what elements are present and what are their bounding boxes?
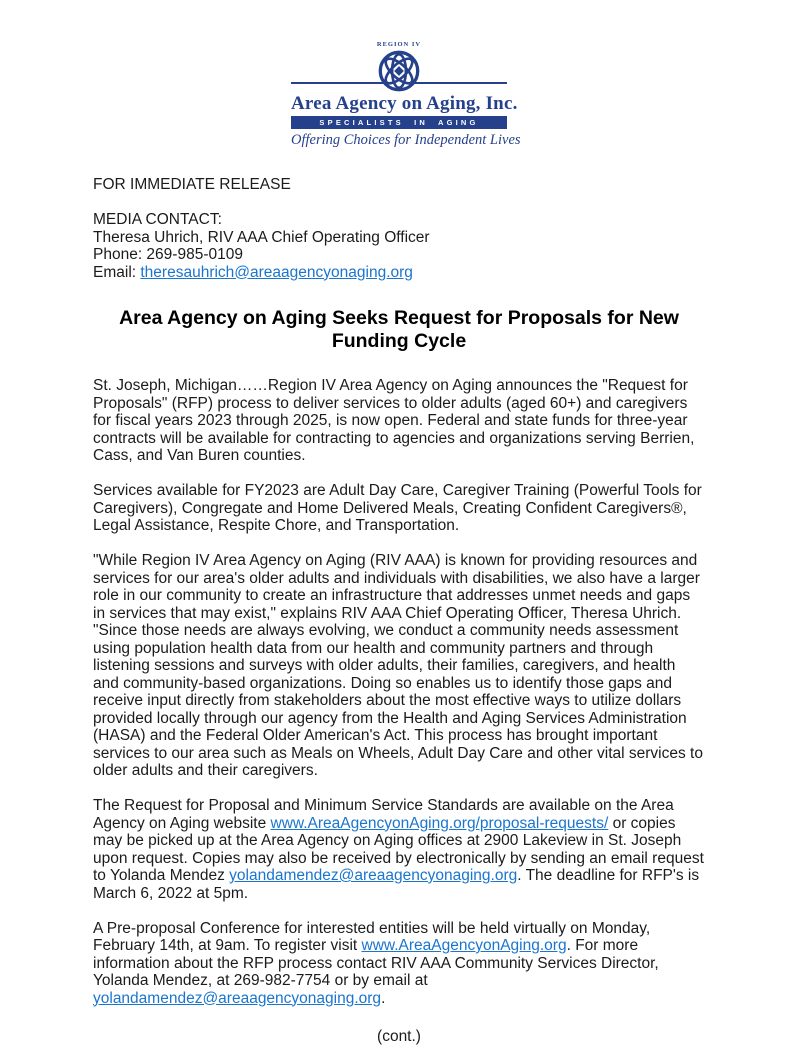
conference-text-1: A Pre-proposal Conference for interested entities will be held virtually on Monday, February 14th, at 9am. To register visit <box>93 919 651 954</box>
logo-region-label: REGION IV <box>376 41 422 48</box>
media-contact-phone: Phone: 269-985-0109 <box>93 246 243 263</box>
logo-slogan: Offering Choices for Independent Lives <box>291 132 521 148</box>
logo <box>291 41 521 148</box>
conference-text-3: . <box>381 989 386 1007</box>
paragraph-rfp-availability <box>93 797 705 902</box>
media-contact-name: Theresa Uhrich, RIV AAA Chief Operating Officer <box>93 228 430 246</box>
email-label: Email: <box>93 263 141 281</box>
org-name: Area Agency on Aging, Inc. <box>291 93 518 114</box>
media-contact-block <box>93 211 705 281</box>
logo-banner: SPECIALISTS IN AGING <box>291 116 507 129</box>
paragraph-announcement: St. Joseph, Michigan……Region IV Area Agency on Aging announces the "Request for Proposals" (RFP) process to deliver services to older adults (aged 60+) and caregivers for fiscal years 2023 through 2025, is now open. Federal and state funds for three-year contracts will be available for contracting to agencies and organizations serving Berrien, Cass, and Van Buren counties. <box>93 377 695 464</box>
continuation-note: (cont.) <box>377 1028 421 1045</box>
media-contact-email-line <box>93 264 705 282</box>
paragraph-quote: "While Region IV Area Agency on Aging (RIV AAA) is known for providing resources and services for our area's older adults and individuals with disabilities, we also have a larger role in our community to create an infrastructure that addresses unmet needs and gaps in services that may exist," explains RIV AAA Chief Operating Officer, Theresa Uhrich. "Since those needs are always evolving, we conduct a community needs assessment using population health data from our health and community partners and through listening sessions and surveys with older adults, their families, caregivers, and health and community-based organizations. Doing so enables us to identify those gaps and receive input directly from stakeholders about the most effective ways to utilize dollars provided locally through our agency from the Health and Aging Services Administration (HASA) and the Federal Older American's Act. This process has brought important services to our area such as Meals on Wheels, Adult Day Care and other vital services to older adults and their caregivers. <box>93 552 703 779</box>
yolanda-email-link-2[interactable]: yolandamendez@areaagencyonaging.org <box>93 989 382 1007</box>
proposal-requests-link[interactable]: www.AreaAgencyonAging.org/proposal-requests/ <box>270 814 609 832</box>
agency-website-link[interactable]: www.AreaAgencyonAging.org <box>361 937 567 954</box>
rfp-availability-text-3: . The deadline for RFP's is March 6, 2022 at 5pm. <box>93 867 700 902</box>
release-line: FOR IMMEDIATE RELEASE <box>93 176 291 193</box>
contact-email-link[interactable]: theresauhrich@areaagencyonaging.org <box>140 263 413 281</box>
conference-text-2: . For more information about the RFP process contact RIV AAA Community Services Director, Yolanda Mendez, at 269-982-7754 or by email at <box>93 937 659 989</box>
paragraph-preproposal-conference <box>93 920 705 1008</box>
yolanda-email-link[interactable]: yolandamendez@areaagencyonaging.org <box>229 867 518 884</box>
paragraph-services: Services available for FY2023 are Adult Day Care, Caregiver Training (Powerful Tools for Caregivers), Congregate and Home Delivered Meals, Creating Confident Caregivers®, Legal Assistance, Respite Chore, and Transportation. <box>93 482 702 534</box>
logo-globe-row <box>291 42 507 92</box>
rfp-availability-text-1: The Request for Proposal and Minimum Service Standards are available on the Area Agency on Aging website <box>93 797 674 832</box>
rfp-availability-text-2: or copies may be picked up at the Area Agency on Aging offices at 2900 Lakeview in St. Joseph upon request. Copies may also be received by electronically by sending an email request to Yolanda Mendez <box>93 814 704 884</box>
globe-icon <box>378 50 420 92</box>
media-contact-heading: MEDIA CONTACT: <box>93 211 222 228</box>
headline: Area Agency on Aging Seeks Request for Proposals for New Funding Cycle <box>119 307 679 352</box>
